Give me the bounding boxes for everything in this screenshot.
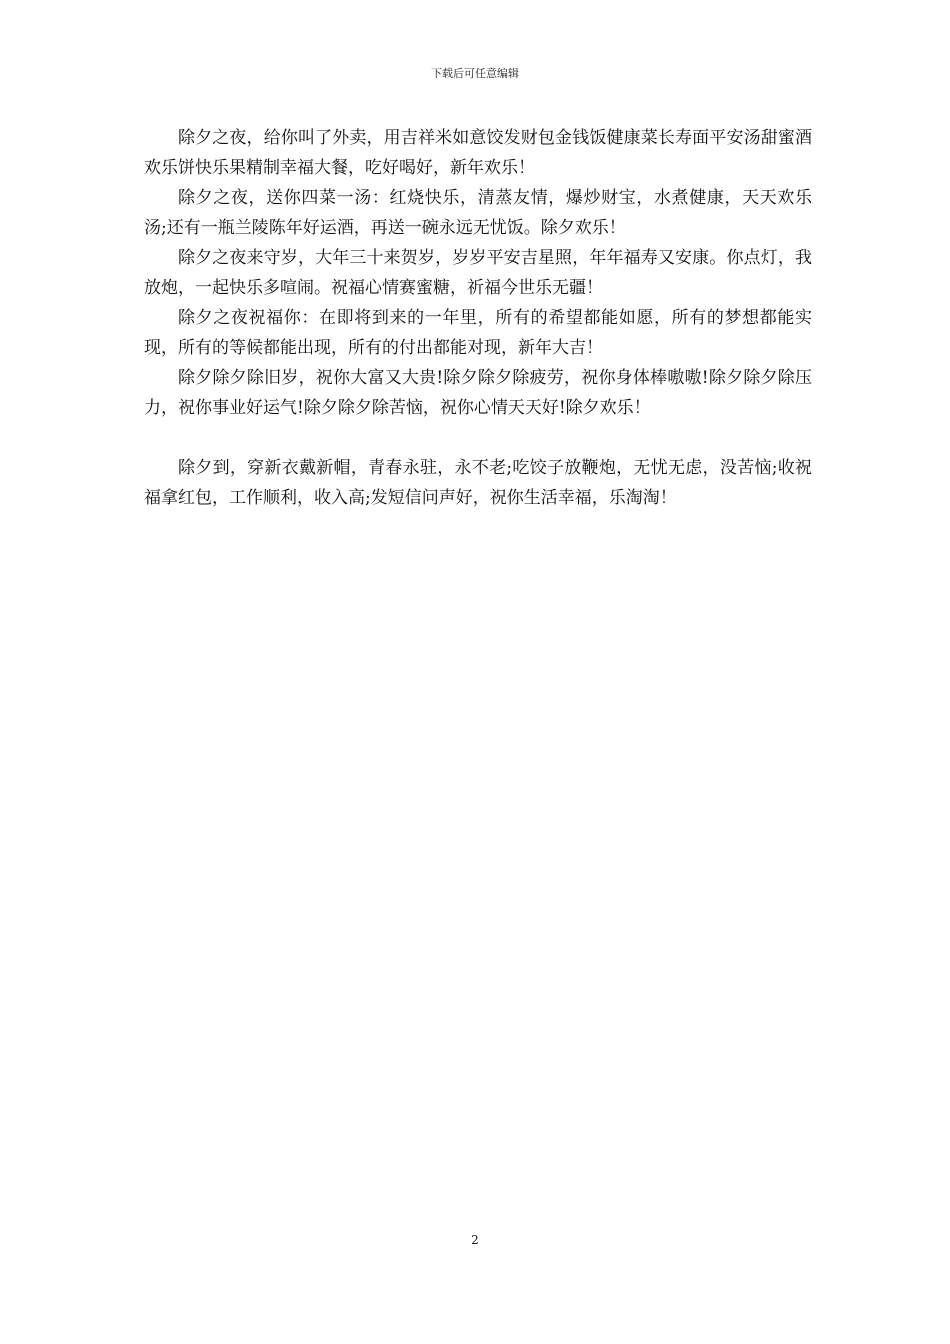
page-number: 2 [471,1233,479,1247]
paragraph-6: 除夕到，穿新衣戴新帽，青春永驻，永不老;吃饺子放鞭炮，无忧无虑，没苦恼;收祝福拿红包，工作顺利，收入高;发短信问声好，祝你生活幸福，乐淘淘！ [144,458,812,508]
page-header: 下载后可任意编辑 [431,67,519,80]
paragraph-gap [144,423,812,453]
paragraph-2: 除夕之夜，送你四菜一汤：红烧快乐，清蒸友情，爆炒财宝，水煮健康，天天欢乐汤;还有一瓶兰陵陈年好运酒，再送一碗永远无忧饭。除夕欢乐！ [144,188,812,238]
document-body [144,123,812,513]
paragraph-4: 除夕之夜祝福你：在即将到来的一年里，所有的希望都能如愿，所有的梦想都能实现，所有的等候都能出现，所有的付出都能对现，新年大吉！ [144,308,812,358]
paragraph-3: 除夕之夜来守岁，大年三十来贺岁，岁岁平安吉星照，年年福寿又安康。你点灯，我放炮，一起快乐多喧闹。祝福心情赛蜜糖，祈福今世乐无疆！ [144,248,812,298]
paragraph-1: 除夕之夜，给你叫了外卖，用吉祥米如意饺发财包金钱饭健康菜长寿面平安汤甜蜜酒欢乐饼快乐果精制幸福大餐，吃好喝好，新年欢乐！ [144,128,812,178]
paragraph-5: 除夕除夕除旧岁，祝你大富又大贵!除夕除夕除疲劳，祝你身体棒嗷嗷!除夕除夕除压力，祝你事业好运气!除夕除夕除苦恼，祝你心情天天好!除夕欢乐！ [144,368,812,418]
